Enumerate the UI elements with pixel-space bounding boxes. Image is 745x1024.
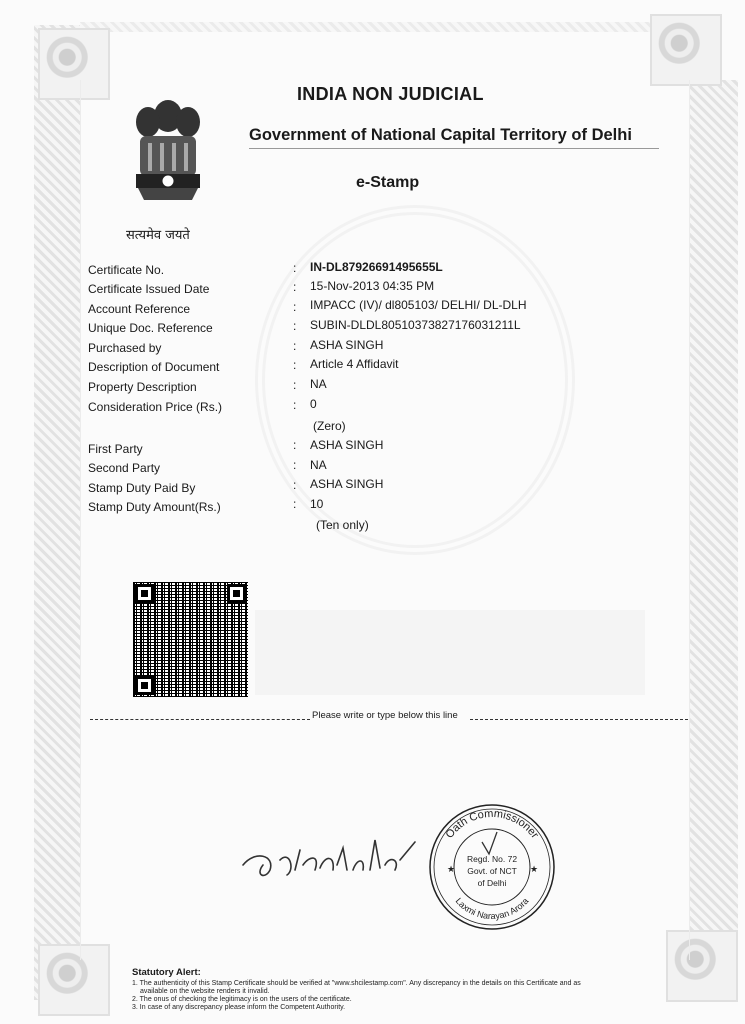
field-label: Certificate No. xyxy=(88,263,165,277)
field-label: Stamp Duty Paid By xyxy=(88,481,196,495)
certificate-number: IN-DL87926691495655L xyxy=(310,260,443,274)
consideration-price-words: (Zero) xyxy=(313,419,346,433)
seal-top-text: Oath Commissioner xyxy=(443,807,541,841)
national-emblem-icon xyxy=(118,88,218,218)
decorative-border-left xyxy=(34,25,80,1000)
seal-line-2: Govt. of NCT xyxy=(467,866,517,876)
separator-text: Please write or type below this line xyxy=(312,710,458,721)
first-party: ASHA SINGH xyxy=(310,438,384,452)
field-label: Unique Doc. Reference xyxy=(88,321,213,335)
separator-line-left xyxy=(90,719,310,720)
property-description: NA xyxy=(310,377,327,391)
stamp-type: e-Stamp xyxy=(356,174,420,191)
decorative-border-top xyxy=(80,22,680,32)
statutory-alert-title: Statutory Alert: xyxy=(132,967,201,978)
second-party: NA xyxy=(310,458,327,472)
field-label: Purchased by xyxy=(88,341,162,355)
seal-bottom-text: Laxmi Narayan Arora xyxy=(453,895,531,922)
field-colon: : xyxy=(293,358,297,372)
seal-star-icon: ★ xyxy=(530,864,539,874)
field-colon: : xyxy=(293,378,297,392)
field-label: Stamp Duty Amount(Rs.) xyxy=(88,500,221,514)
statutory-item: 2. The onus of checking the legitimacy is on the users of the certificate. xyxy=(132,996,352,1003)
field-colon: : xyxy=(293,280,297,294)
handwritten-signature xyxy=(235,820,435,890)
subtitle-underline xyxy=(249,148,659,149)
field-label: Second Party xyxy=(88,461,161,475)
field-colon: : xyxy=(293,398,297,412)
watermark-seal xyxy=(255,205,575,555)
field-label: Consideration Price (Rs.) xyxy=(88,400,223,414)
stamp-duty-amount-words: (Ten only) xyxy=(316,518,369,532)
statutory-item: 1. The authenticity of this Stamp Certificate should be verified at "www.shcilestamp.com". Any discrepancy in the details on this Certificate and as xyxy=(132,980,581,987)
stamp-duty-amount: 10 xyxy=(310,497,324,511)
corner-ornament-top-right xyxy=(650,14,722,86)
field-label: Account Reference xyxy=(88,302,191,316)
statutory-item: available on the website renders it invalid. xyxy=(140,988,270,995)
field-label: Description of Document xyxy=(88,360,220,374)
field-label: Certificate Issued Date xyxy=(88,282,210,296)
account-reference: IMPACC (IV)/ dl805103/ DELHI/ DL-DLH xyxy=(310,298,527,312)
field-colon: : xyxy=(293,478,297,492)
security-band xyxy=(255,610,645,695)
field-colon: : xyxy=(293,438,297,452)
seal-line-3: of Delhi xyxy=(477,878,507,888)
separator-line-right xyxy=(470,719,688,720)
stamp-duty-paid-by: ASHA SINGH xyxy=(310,477,384,491)
document-description: Article 4 Affidavit xyxy=(310,357,399,371)
svg-text:Oath Commissioner xyxy=(443,808,540,841)
qr-code xyxy=(133,582,248,697)
svg-text:Laxmi Narayan Arora xyxy=(454,896,531,921)
seal-line-1: Regd. No. 72 xyxy=(466,854,518,864)
unique-doc-reference: SUBIN-DLDL80510373827176031211L xyxy=(310,318,521,332)
field-label: First Party xyxy=(88,442,143,456)
seal-initials-mark xyxy=(482,832,497,854)
field-label: Property Description xyxy=(88,380,197,394)
document-subtitle: Government of National Capital Territory of Delhi xyxy=(249,126,632,144)
seal-star-icon: ★ xyxy=(447,864,456,874)
national-motto: सत्यमेव जयते xyxy=(126,228,190,243)
field-colon: : xyxy=(293,300,297,314)
field-colon: : xyxy=(293,319,297,333)
decorative-border-right xyxy=(690,80,738,940)
statutory-item: 3. In case of any discrepancy please inform the Competent Authority. xyxy=(132,1004,346,1011)
consideration-price: 0 xyxy=(310,397,317,411)
document-title: INDIA NON JUDICIAL xyxy=(297,84,484,104)
field-colon: : xyxy=(293,339,297,353)
field-colon: : xyxy=(293,261,297,275)
field-colon: : xyxy=(293,458,297,472)
purchased-by: ASHA SINGH xyxy=(310,338,384,352)
oath-commissioner-seal xyxy=(427,802,557,932)
field-colon: : xyxy=(293,497,297,511)
issued-date: 15-Nov-2013 04:35 PM xyxy=(310,279,435,293)
